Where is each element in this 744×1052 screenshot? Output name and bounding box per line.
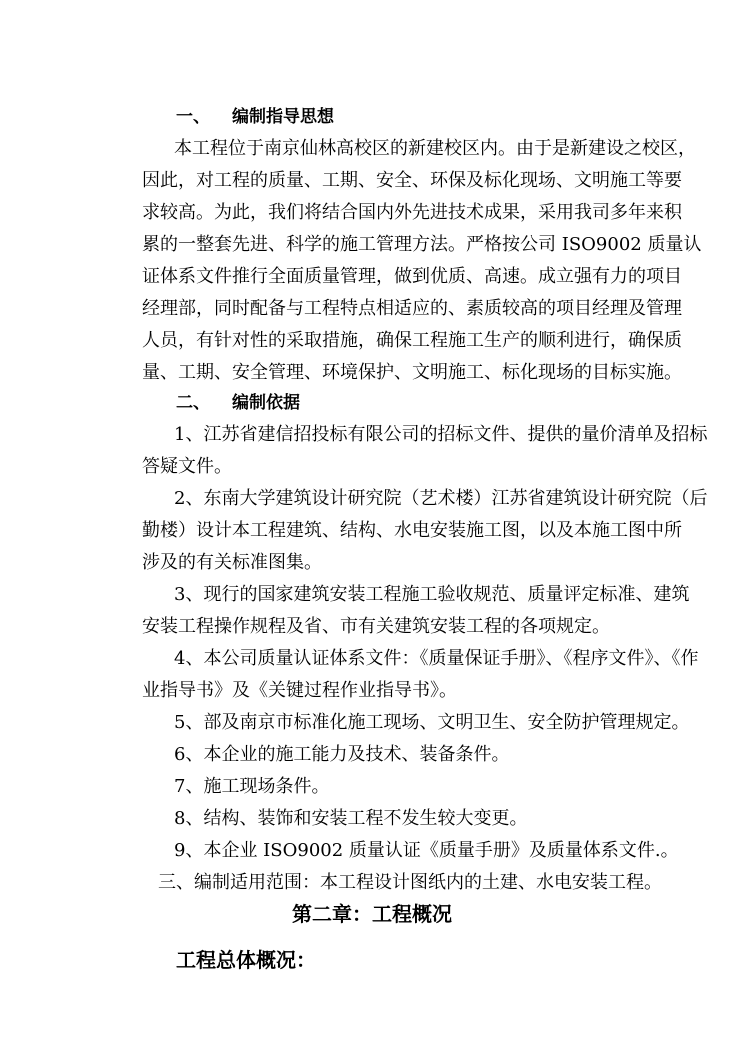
- section-1-paragraph-line: 人员，有针对性的采取措施，确保工程施工生产的顺利进行，确保质: [142, 330, 682, 351]
- basis-item-4: 4、本公司质量认证体系文件：《质量保证手册》、《程序文件》、《作: [174, 648, 699, 669]
- section-1-paragraph-line: 经理部，同时配备与工程特点相适应的、素质较高的项目经理及管理: [142, 298, 682, 319]
- section-2-number: 二、: [176, 393, 210, 413]
- basis-item-3: 3、现行的国家建筑安装工程施工验收规范、质量评定标准、建筑: [174, 584, 690, 605]
- section-1-paragraph-line: 累的一整套先进、科学的施工管理方法。严格按公司 ISO9002 质量认: [142, 234, 702, 255]
- basis-item-2: 2、东南大学建筑设计研究院（艺术楼）江苏省建筑设计研究院（后: [174, 488, 708, 509]
- basis-item-5: 5、部及南京市标准化施工现场、文明卫生、安全防护管理规定。: [174, 712, 690, 733]
- section-1-paragraph-line: 量、工期、安全管理、环境保护、文明施工、标化现场的目标实施。: [142, 362, 682, 383]
- basis-item-2-continued: 涉及的有关标准图集。: [142, 552, 322, 573]
- section-1-paragraph-line: 求较高。为此，我们将结合国内外先进技术成果，采用我司多年来积: [142, 202, 682, 223]
- basis-item-1-continued: 答疑文件。: [142, 456, 232, 477]
- basis-item-9: 9、本企业 ISO9002 质量认证《质量手册》及质量体系文件.。: [174, 840, 679, 861]
- chapter-2-subheading: 工程总体概况：: [176, 948, 316, 972]
- basis-item-2-continued: 勤楼）设计本工程建筑、结构、水电安装施工图，以及本施工图中所: [142, 520, 682, 541]
- section-1-paragraph-line: 证体系文件推行全面质量管理，做到优质、高速。成立强有力的项目: [142, 266, 682, 287]
- section-3-scope: 三、编制适用范围：本工程设计图纸内的土建、水电安装工程。: [158, 872, 662, 893]
- basis-item-7: 7、施工现场条件。: [174, 776, 330, 797]
- basis-item-1: 1、江苏省建信招投标有限公司的招标文件、提供的量价清单及招标: [174, 424, 708, 445]
- basis-item-6: 6、本企业的施工能力及技术、装备条件。: [174, 744, 510, 765]
- chapter-2-title: 第二章：工程概况: [292, 902, 452, 926]
- section-1-number: 一、: [176, 107, 210, 127]
- basis-item-4-continued: 业指导书》及《关键过程作业指导书》。: [142, 680, 457, 701]
- basis-item-8: 8、结构、装饰和安装工程不发生较大变更。: [174, 808, 528, 829]
- section-1-paragraph-line: 因此，对工程的质量、工期、安全、环保及标化现场、文明施工等要: [142, 170, 682, 191]
- section-1-heading: [176, 105, 716, 129]
- basis-item-3-continued: 安装工程操作规程及省、市有关建筑安装工程的各项规定。: [142, 616, 610, 637]
- section-2-heading: [176, 391, 716, 415]
- section-1-title: 编制指导思想: [232, 107, 334, 127]
- section-2-title: 编制依据: [232, 393, 300, 413]
- section-1-paragraph-line: 本工程位于南京仙林高校区的新建校区内。由于是新建设之校区，: [174, 138, 696, 159]
